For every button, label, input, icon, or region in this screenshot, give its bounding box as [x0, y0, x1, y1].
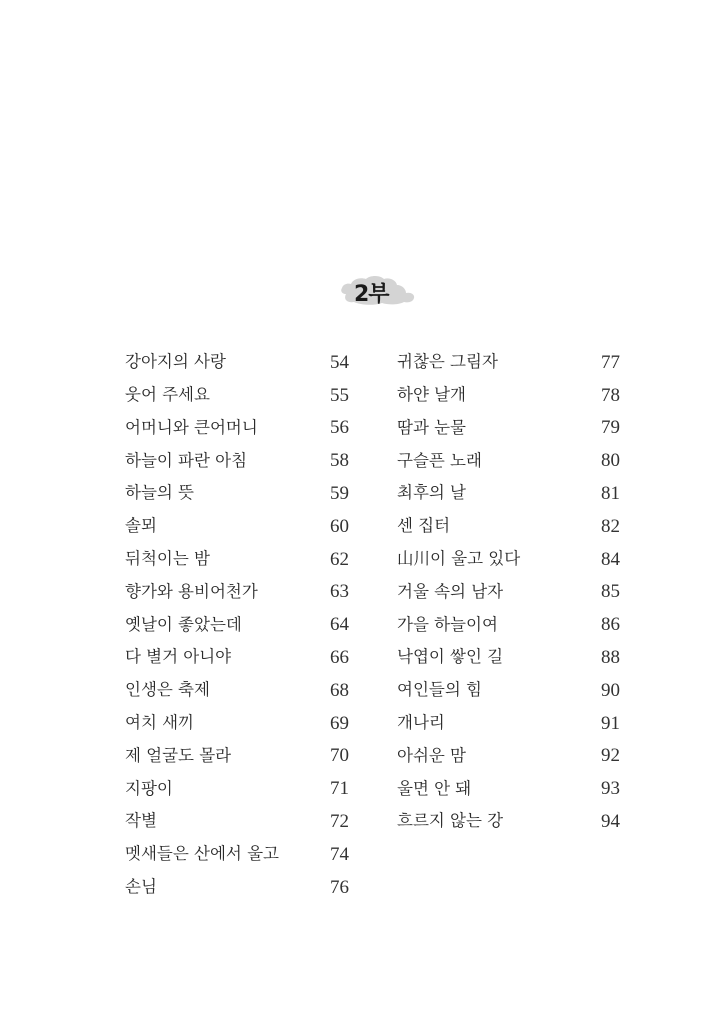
toc-entry-page: 63: [330, 581, 349, 603]
toc-entry-page: 77: [601, 351, 620, 373]
toc-entry-page: 71: [330, 778, 349, 800]
toc-entry-page: 56: [330, 417, 349, 439]
toc-entry-title: 하늘이 파란 아침: [125, 450, 248, 470]
toc-entry-page: 58: [330, 450, 349, 472]
toc-entry-title: 여인들의 힘: [397, 680, 482, 700]
toc-entry-title: 최후의 날: [397, 483, 467, 503]
toc-entry: [397, 805, 620, 838]
toc-entry-title: 흐르지 않는 강: [397, 811, 504, 831]
toc-entry-title: 하늘의 뜻: [125, 483, 195, 503]
toc-entry-page: 81: [601, 483, 620, 505]
toc-entry: [125, 444, 349, 477]
toc-entry-title: 山川이 울고 있다: [397, 548, 521, 568]
toc-entry: [125, 772, 349, 805]
toc-entry-title: 지팡이: [125, 778, 173, 798]
toc-entry-page: 55: [330, 384, 349, 406]
toc-entry-title: 울면 안 돼: [397, 778, 472, 798]
toc-entry: [397, 346, 620, 379]
toc-entry-page: 69: [330, 712, 349, 734]
toc-entry: [397, 477, 620, 510]
toc-entry: [125, 608, 349, 641]
toc-entry: [125, 707, 349, 740]
toc-entry-page: 79: [601, 417, 620, 439]
toc-entry-page: 59: [330, 483, 349, 505]
toc-entry-title: 여치 새끼: [125, 712, 195, 732]
toc-entry-title: 인생은 축제: [125, 680, 210, 700]
toc-entry-title: 제 얼굴도 몰라: [125, 745, 232, 765]
toc-entry-page: 74: [330, 843, 349, 865]
toc-entry: [397, 510, 620, 543]
toc-column-left: [125, 346, 349, 904]
toc-entry-title: 웃어 주세요: [125, 384, 210, 404]
toc-entry-title: 옛날이 좋았는데: [125, 614, 242, 634]
toc-entry-title: 향가와 용비어천가: [125, 581, 258, 601]
toc-entry: [125, 740, 349, 773]
toc-entry-page: 70: [330, 745, 349, 767]
toc-entry-page: 66: [330, 647, 349, 669]
part-label: 2부: [354, 282, 389, 307]
toc-entry: [397, 740, 620, 773]
toc-entry-page: 85: [601, 581, 620, 603]
toc-entry-page: 82: [601, 515, 620, 537]
toc-entry-title: 다 별거 아니야: [125, 647, 232, 667]
toc-entry-page: 76: [330, 876, 349, 898]
toc-entry-page: 84: [601, 548, 620, 570]
toc-entry: [397, 674, 620, 707]
toc-entry: [397, 379, 620, 412]
toc-entry-title: 아쉬운 맘: [397, 745, 467, 765]
toc-entry: [125, 838, 349, 871]
toc-entry-page: 91: [601, 712, 620, 734]
toc-entry: [125, 674, 349, 707]
toc-entry-page: 68: [330, 679, 349, 701]
toc-entry: [397, 444, 620, 477]
toc-entry-title: 강아지의 사랑: [125, 352, 226, 372]
toc-entry: [125, 871, 349, 904]
toc-entry: [397, 608, 620, 641]
toc-entry-title: 가을 하늘이여: [397, 614, 498, 634]
toc-entry: [125, 346, 349, 379]
toc-entry-title: 센 집터: [397, 516, 451, 536]
toc-entry-title: 개나리: [397, 712, 445, 732]
toc-entry-title: 땀과 눈물: [397, 417, 467, 437]
toc-entry-page: 80: [601, 450, 620, 472]
toc-entry: [125, 477, 349, 510]
toc-entry: [125, 641, 349, 674]
toc-entry: [397, 641, 620, 674]
toc-entry-title: 하얀 날개: [397, 384, 467, 404]
toc-entry-page: 60: [330, 515, 349, 537]
toc-entry: [397, 412, 620, 445]
toc-entry-page: 92: [601, 745, 620, 767]
toc-entry: [125, 379, 349, 412]
toc-entry: [125, 510, 349, 543]
toc-entry: [397, 707, 620, 740]
toc-entry-title: 어머니와 큰어머니: [125, 417, 258, 437]
toc-entry-title: 거울 속의 남자: [397, 581, 504, 601]
toc-entry: [125, 543, 349, 576]
toc-entry-title: 작별: [125, 811, 157, 831]
toc-entry-title: 귀찮은 그림자: [397, 352, 498, 372]
toc-entry-page: 78: [601, 384, 620, 406]
toc-entry: [125, 576, 349, 609]
toc-entry-page: 88: [601, 647, 620, 669]
toc-entry-title: 멧새들은 산에서 울고: [125, 844, 279, 864]
toc-entry-page: 90: [601, 679, 620, 701]
toc-entry: [397, 576, 620, 609]
toc-column-right: [397, 346, 620, 838]
toc-entry-page: 93: [601, 778, 620, 800]
toc-entry-page: 64: [330, 614, 349, 636]
toc-entry-title: 구슬픈 노래: [397, 450, 482, 470]
toc-entry-title: 낙엽이 쌓인 길: [397, 647, 504, 667]
part-heading: [336, 272, 420, 312]
toc-entry: [125, 805, 349, 838]
toc-entry-page: 86: [601, 614, 620, 636]
toc-entry-page: 72: [330, 811, 349, 833]
toc-entry: [397, 543, 620, 576]
toc-entry: [125, 412, 349, 445]
toc-entry-title: 솔뫼: [125, 516, 157, 536]
toc-entry-page: 62: [330, 548, 349, 570]
toc-entry-title: 뒤척이는 밤: [125, 548, 210, 568]
toc-entry-page: 54: [330, 351, 349, 373]
toc-entry-page: 94: [601, 811, 620, 833]
toc-entry: [397, 772, 620, 805]
toc-entry-title: 손님: [125, 876, 157, 896]
